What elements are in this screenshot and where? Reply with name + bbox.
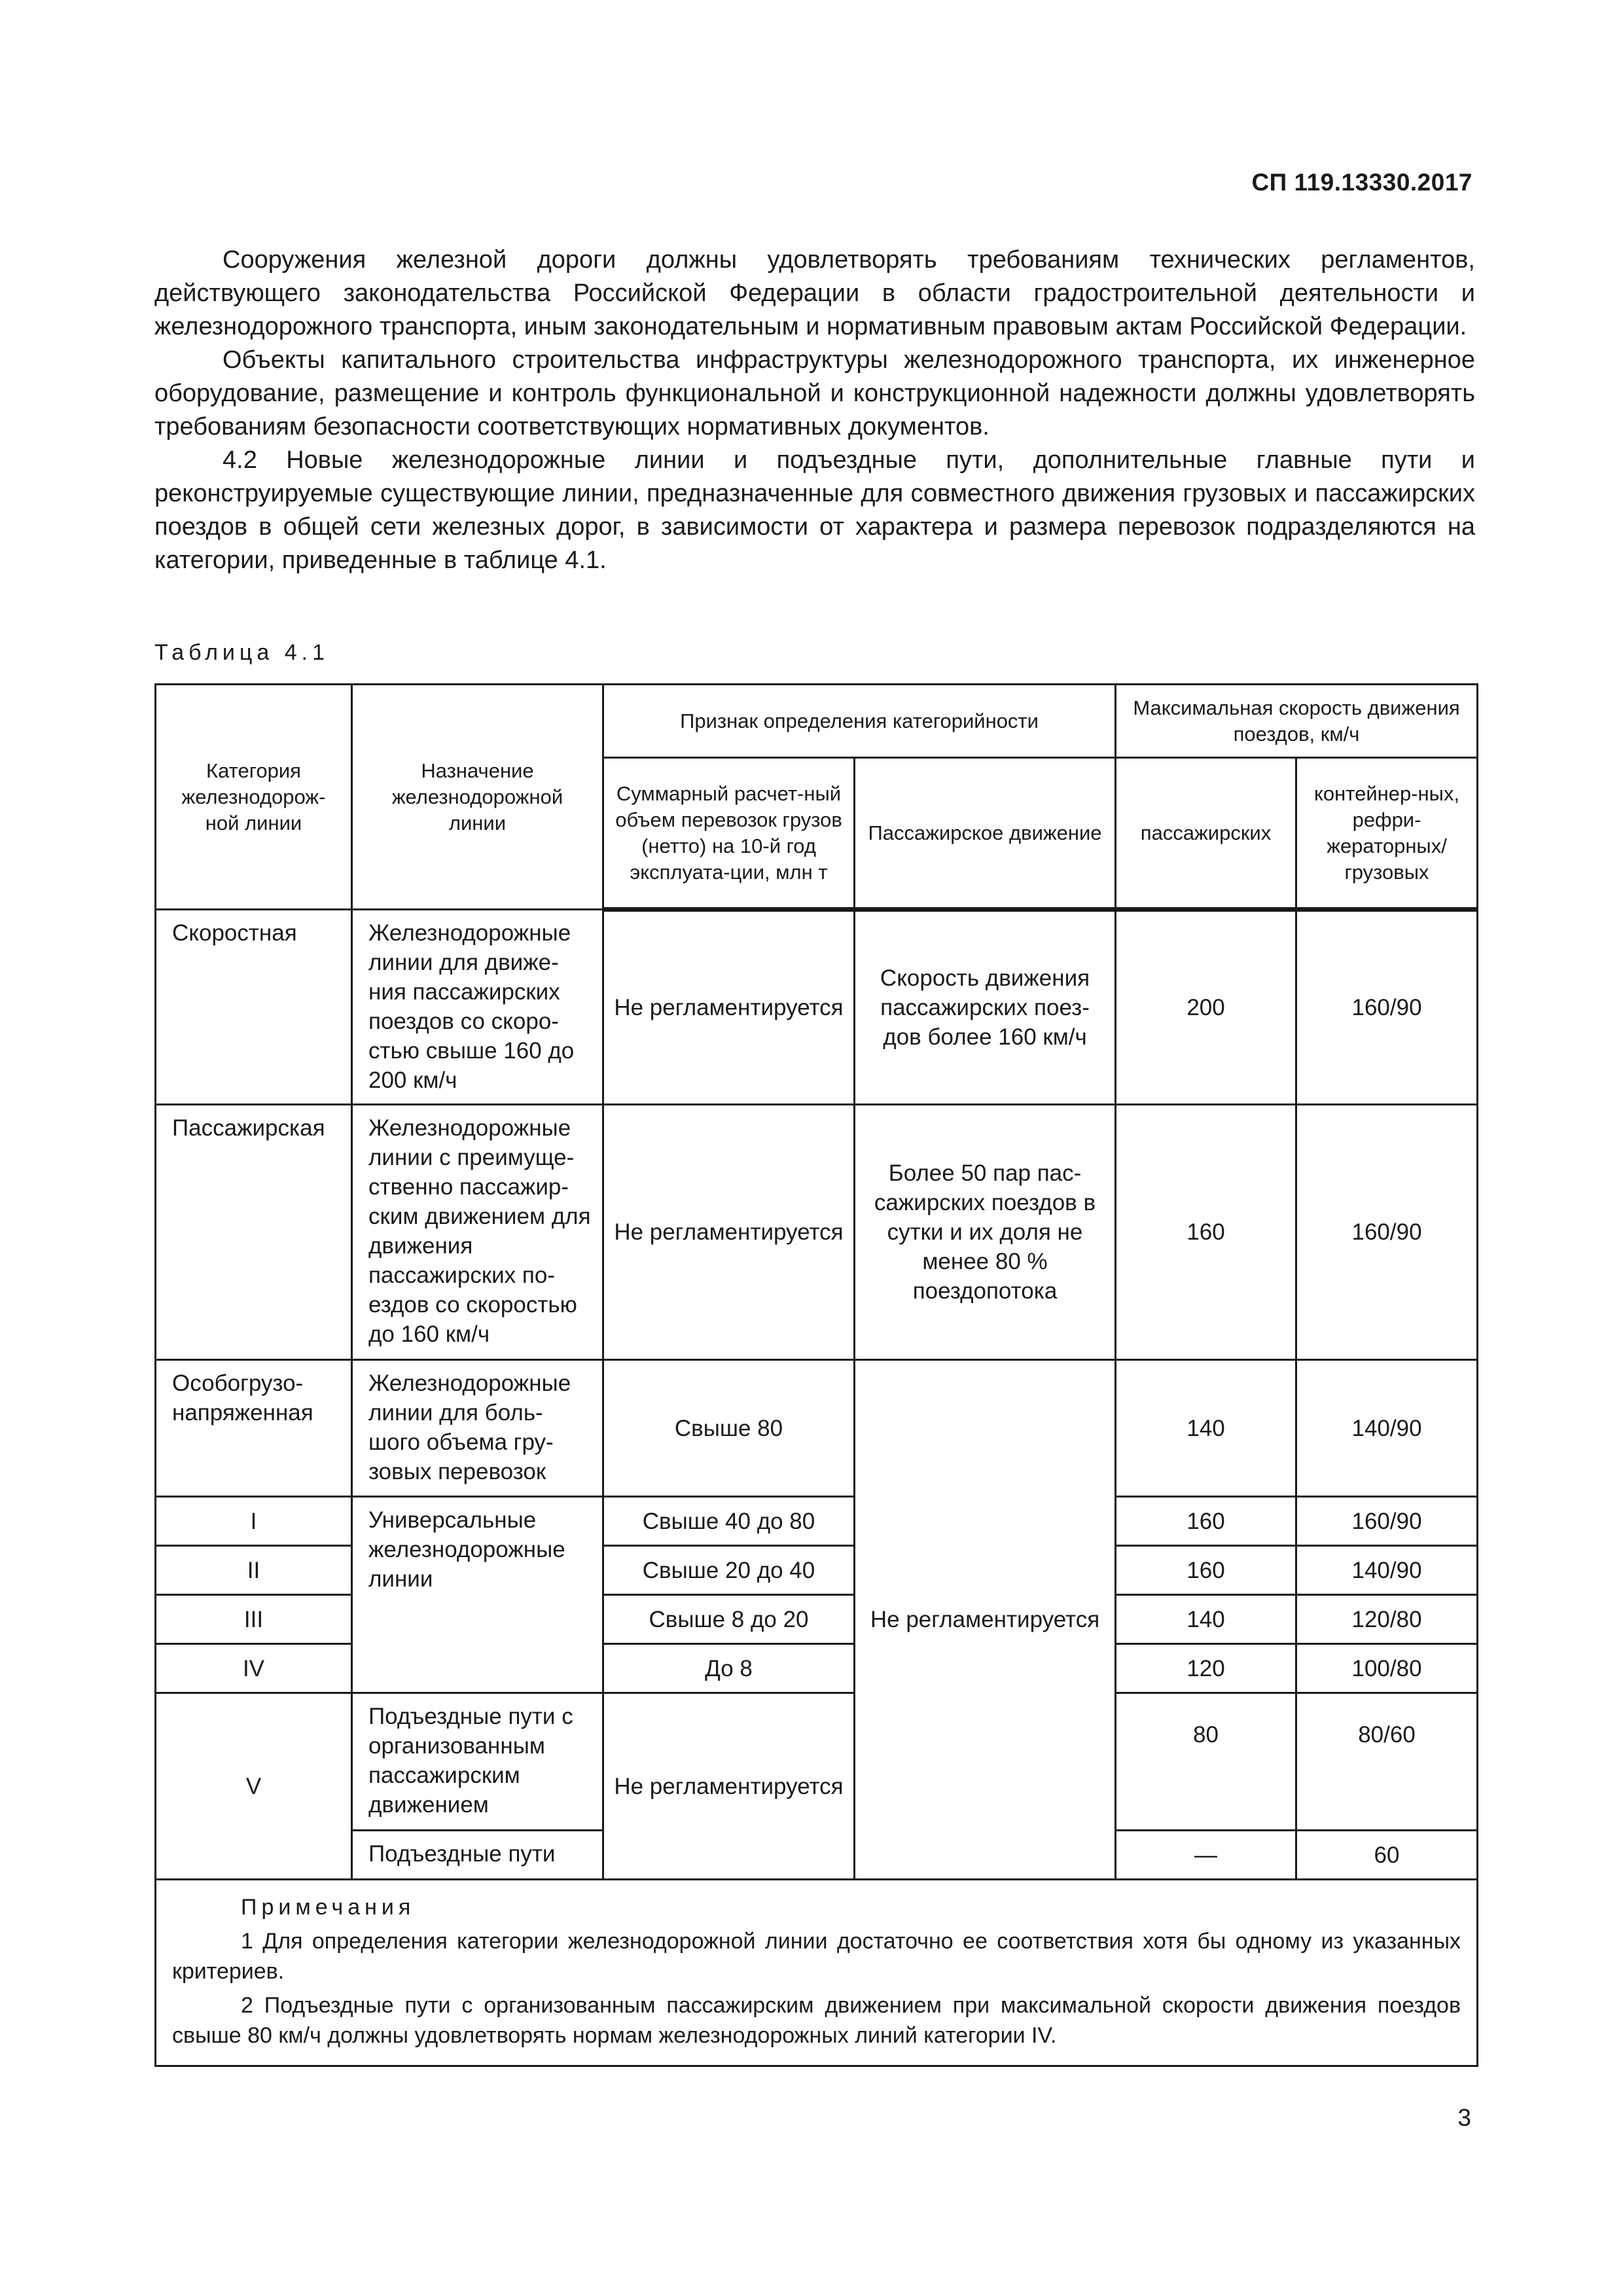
header-speed-group: Максимальная скорость движения поездов, км/ч: [1116, 685, 1478, 758]
notes-title: Примечания: [241, 1895, 416, 1920]
header-category: Категория железнодорож-ной линии: [156, 685, 352, 910]
paragraph: Сооружения железной дороги должны удовлетворять требованиям технических регламентов, действующего законодательства Российской Федерации в области градостроительной деятельности и железнодорожного транспорта, иным законодательным и нормативным правовым актам Российской Федерации.: [154, 246, 1475, 340]
header-purpose: Назначение железнодорожной линии: [352, 685, 603, 910]
table-row: [156, 1497, 1478, 1546]
cell-category: Особогрузо-напряженная: [156, 1360, 352, 1497]
cell-cargo: Не регламентируется: [603, 910, 855, 1105]
cell-speed-freight: 160/90: [1296, 910, 1478, 1105]
header-criteria-group: Признак определения категорийности: [603, 685, 1116, 758]
cell-cargo: Свыше 8 до 20: [603, 1595, 855, 1644]
cell-speed-freight: 100/80: [1296, 1644, 1478, 1693]
cell-speed-freight: 160/90: [1296, 1105, 1478, 1360]
cell-category: IV: [156, 1644, 352, 1693]
notes-row: [156, 1880, 1478, 2066]
cell-cargo: Свыше 80: [603, 1360, 855, 1497]
cell-purpose: Железнодорожные линии для движе-ния пассажирских поездов со скоро-стью свыше 160 до 200 км/ч: [352, 910, 603, 1105]
cell-speed-passenger: 120: [1116, 1644, 1296, 1693]
table-row: [156, 910, 1478, 1105]
header-passenger-traffic: Пассажирское движение: [855, 758, 1116, 910]
cell-speed-passenger: 160: [1116, 1105, 1296, 1360]
header-cargo-volume: Суммарный расчет-ный объем перевозок грузов (нетто) на 10-й год эксплуата-ции, млн т: [603, 758, 855, 910]
cell-cargo: До 8: [603, 1644, 855, 1693]
cell-speed-passenger: 80: [1116, 1693, 1296, 1831]
cell-purpose: Железнодорожные линии с преимуще-ственно пассажир-ским движением для движения пассажирских по-ездов со скоростью до 160 км/ч: [352, 1105, 603, 1360]
cell-cargo: Не регламентируется: [603, 1693, 855, 1880]
cell-purpose: Подъездные пути: [352, 1831, 603, 1880]
cell-speed-passenger: —: [1116, 1831, 1296, 1880]
cell-passenger: Более 50 пар пас-сажирских поездов в сутки и их доля не менее 80 % поездопотока: [855, 1105, 1116, 1360]
categories-table: [154, 683, 1478, 2067]
cell-speed-passenger: 160: [1116, 1497, 1296, 1546]
cell-cargo: Свыше 40 до 80: [603, 1497, 855, 1546]
cell-purpose-universal: Универсальные железнодорожные линии: [352, 1497, 603, 1693]
cell-speed-freight: 140/90: [1296, 1360, 1478, 1497]
paragraph: Объекты капитального строительства инфраструктуры железнодорожного транспорта, их инженерное оборудование, размещение и контроль функциональной и конструкционной надежности должны удовлетворять требованиям безопасности соответствующих нормативных документов.: [154, 346, 1475, 440]
cell-category: II: [156, 1546, 352, 1595]
body-text: [154, 243, 1475, 577]
paragraph: 4.2 Новые железнодорожные линии и подъездные пути, дополнительные главные пути и реконструируемые существующие линии, предназначенные для совместного движения грузовых и пассажирских поездов в общей сети железных дорог, в зависимости от характера и размера перевозок подразделяются на категории, приведенные в таблице 4.1.: [154, 446, 1475, 574]
cell-speed-freight: 60: [1296, 1831, 1478, 1880]
cell-speed-passenger: 140: [1116, 1595, 1296, 1644]
note-item: 1 Для определения категории железнодорожной линии достаточно ее соответствия хотя бы одному из указанных критериев.: [172, 1929, 1461, 1984]
cell-category: V: [156, 1693, 352, 1880]
table-row: [156, 1693, 1478, 1831]
cell-speed-passenger: 160: [1116, 1546, 1296, 1595]
header-speed-freight: контейнер-ных, рефри-жераторных/ грузовых: [1296, 758, 1478, 910]
cell-category: III: [156, 1595, 352, 1644]
cell-cargo: Свыше 20 до 40: [603, 1546, 855, 1595]
cell-speed-freight: 120/80: [1296, 1595, 1478, 1644]
cell-category: I: [156, 1497, 352, 1546]
cell-category: Пассажирская: [156, 1105, 352, 1360]
table-row: [156, 1360, 1478, 1497]
table-caption: Таблица 4.1: [154, 640, 330, 665]
cell-category: Скоростная: [156, 910, 352, 1105]
cell-cargo: Не регламентируется: [603, 1105, 855, 1360]
cell-speed-passenger: 140: [1116, 1360, 1296, 1497]
cell-purpose: Подъездные пути с организованным пассажирским движением: [352, 1693, 603, 1831]
note-item: 2 Подъездные пути с организованным пассажирским движением при максимальной скорости движения поездов свыше 80 км/ч должны удовлетворять нормам железнодорожных линий категории IV.: [172, 1993, 1461, 2048]
document-code: СП 119.13330.2017: [1251, 169, 1472, 196]
header-speed-passenger: пассажирских: [1116, 758, 1296, 910]
cell-speed-freight: 80/60: [1296, 1693, 1478, 1831]
table-row: [156, 1105, 1478, 1360]
page-number: 3: [1457, 2104, 1471, 2131]
table-notes: [156, 1880, 1478, 2066]
cell-speed-passenger: 200: [1116, 910, 1296, 1105]
cell-purpose: Железнодорожные линии для боль-шого объема гру-зовых перевозок: [352, 1360, 603, 1497]
cell-speed-freight: 140/90: [1296, 1546, 1478, 1595]
cell-speed-freight: 160/90: [1296, 1497, 1478, 1546]
cell-passenger: Скорость движения пассажирских поез-дов более 160 км/ч: [855, 910, 1116, 1105]
cell-passenger-merged: Не регламентируется: [855, 1360, 1116, 1880]
